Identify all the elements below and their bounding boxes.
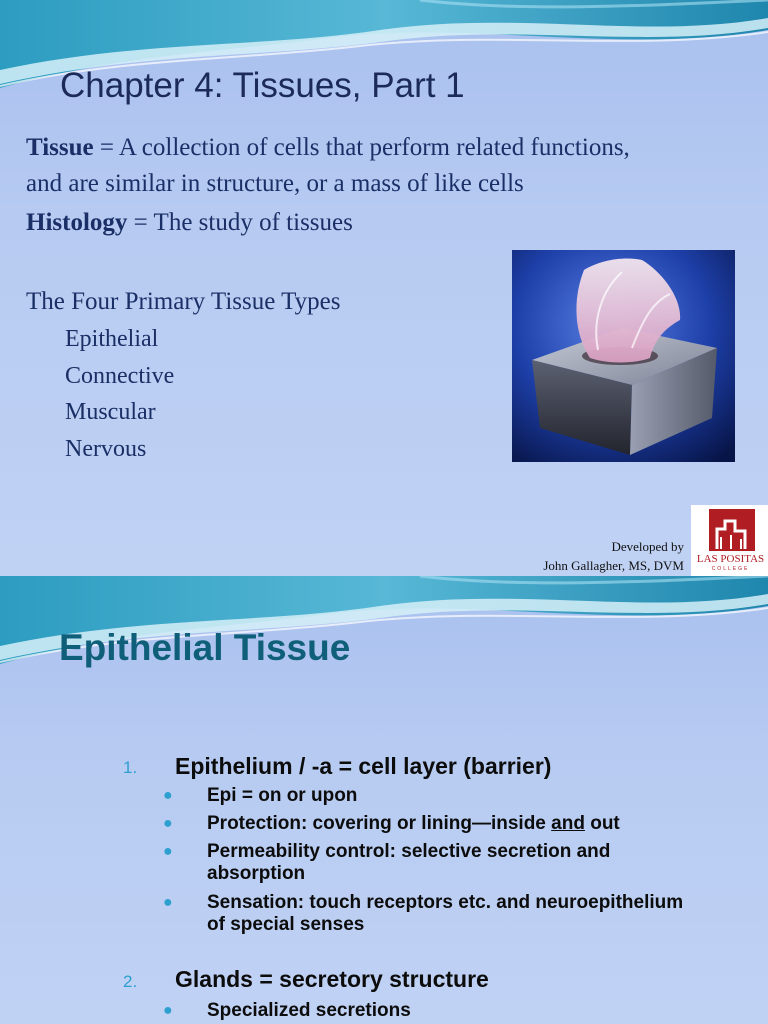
bullet-permeability <box>207 841 610 885</box>
bullet-sensation <box>207 892 683 936</box>
credit-line-1: Developed by <box>611 539 684 554</box>
college-logo <box>691 505 768 576</box>
tissue-definition-line2: and are similar in structure, or a mass of like cells <box>26 170 524 197</box>
tissue-types-heading: The Four Primary Tissue Types <box>26 288 341 315</box>
bullet-icon: ● <box>163 787 173 804</box>
list-number: 2. <box>123 972 138 991</box>
epithelium-heading: Epithelium / -a = cell layer (barrier) <box>175 753 552 779</box>
bullet-text-line: Sensation: touch receptors etc. and neuroepithelium <box>207 892 684 913</box>
slide-title: Chapter 4: Tissues, Part 1 <box>60 66 465 105</box>
bullet-icon: ● <box>163 843 173 860</box>
histology-definition-line <box>26 209 353 237</box>
bullet-text-line: Permeability control: selective secretion and <box>207 841 611 862</box>
histology-term: Histology <box>26 209 128 236</box>
bullet-icon: ● <box>163 815 173 832</box>
tissue-type-item: Epithelial <box>65 326 159 352</box>
list-number: 1. <box>123 758 138 777</box>
bullet-icon: ● <box>163 1002 173 1019</box>
logo-subtext: COLLEGE <box>711 566 750 572</box>
bullet-text: Protection: covering or lining—inside <box>207 813 552 834</box>
tissue-box-photo <box>512 250 735 462</box>
tissue-type-item: Nervous <box>65 436 147 462</box>
credit-line-2: John Gallagher, MS, DVM <box>543 558 684 573</box>
tissue-definition-line1 <box>26 134 630 162</box>
bullet-epi: Epi = on or upon <box>207 785 358 806</box>
bullet-text-line: absorption <box>207 863 306 884</box>
tissue-type-item: Connective <box>65 363 175 389</box>
tissue-definition: = A collection of cells that perform related functions, <box>93 134 630 161</box>
tissue-type-item: Muscular <box>65 399 156 425</box>
tissue-term: Tissue <box>26 134 94 161</box>
histology-definition: = The study of tissues <box>127 209 353 236</box>
logo-text: LAS POSITAS <box>696 553 765 565</box>
bullet-text-line: of special senses <box>207 914 365 935</box>
bullet-icon: ● <box>163 894 173 911</box>
bullet-text: out <box>584 813 620 834</box>
bullet-protection <box>207 813 620 835</box>
author-credit <box>543 537 684 575</box>
underlined-word: and <box>551 813 585 834</box>
glands-heading: Glands = secretory structure <box>175 966 489 992</box>
slide-title: Epithelial Tissue <box>59 627 351 668</box>
bullet-specialized-secretions: Specialized secretions <box>207 1000 411 1021</box>
